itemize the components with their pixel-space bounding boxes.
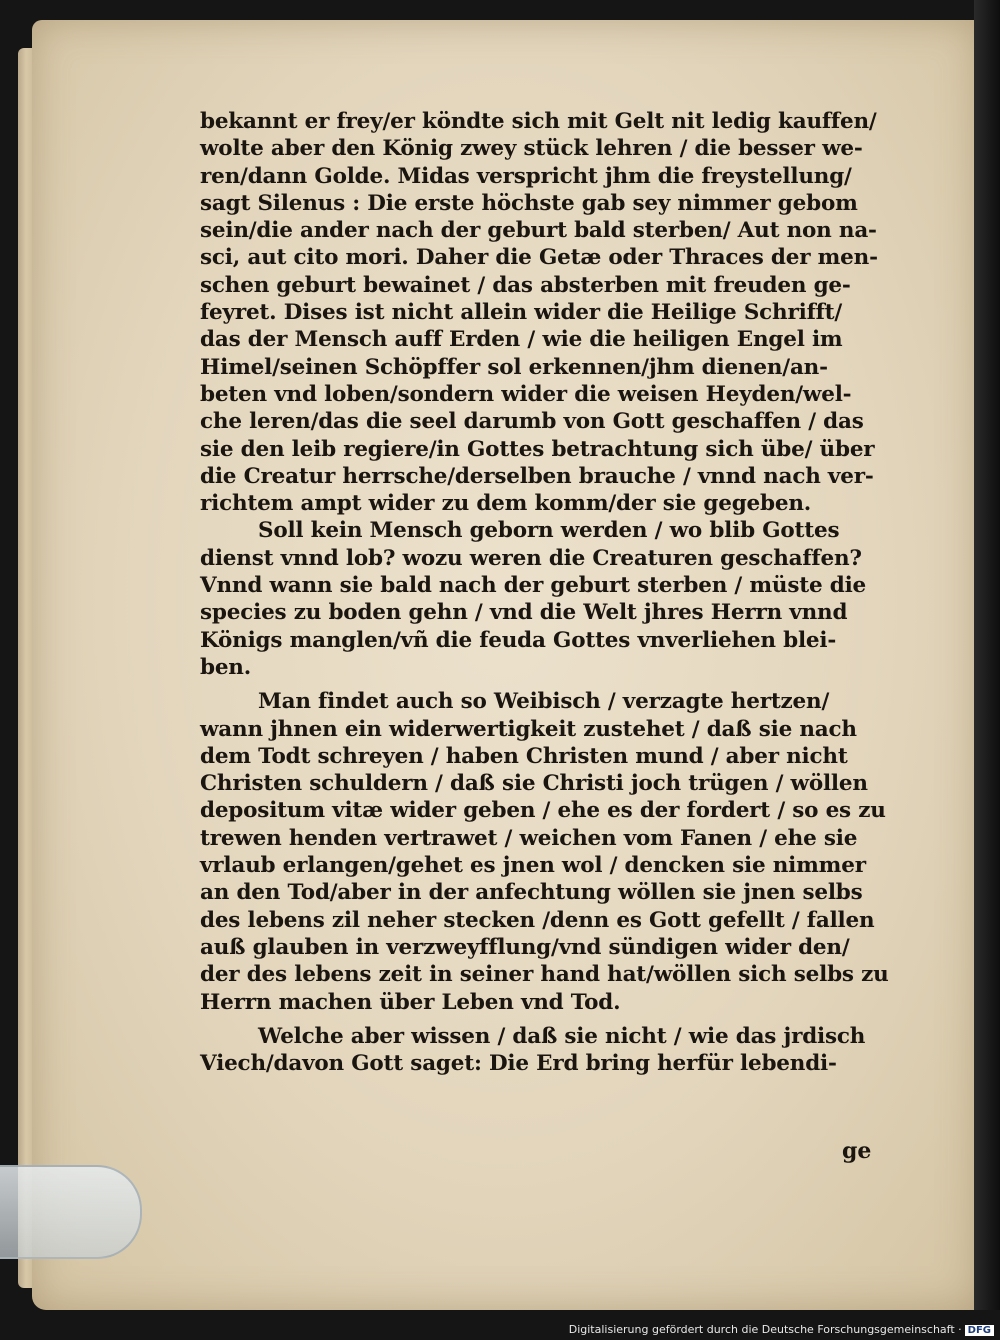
text-line: ben. (200, 654, 252, 680)
text-line: schen geburt bewainet / das absterben mit freuden ge- (200, 272, 851, 298)
dfg-logo: DFG (965, 1325, 994, 1336)
text-line: Königs manglen/vñ die feuda Gottes vnverliehen blei- (200, 627, 837, 653)
text-line: feyret. Dises ist nicht allein wider die Heilige Schrifft/ (200, 300, 843, 326)
paragraph-gap (200, 1016, 890, 1023)
text-line: wann jhnen ein widerwertigkeit zustehet / daß sie nach (200, 716, 857, 742)
text-line: ren/dann Golde. Midas verspricht jhm die freystellung/ (200, 163, 852, 189)
text-line: sein/die ander nach der geburt bald sterben/ Aut non na- (200, 218, 877, 244)
text-line: das der Mensch auff Erden / wie die heiligen Engel im (200, 327, 843, 353)
text-line: Viech/davon Gott saget: Die Erd bring herfür lebendi- (200, 1051, 837, 1077)
text-line: richtem ampt wider zu dem komm/der sie gegeben. (200, 491, 812, 517)
digitization-credit (569, 1323, 994, 1336)
paragraph-start-line: Man findet auch so Weibisch / verzagte hertzen/ (258, 689, 830, 715)
text-line: beten vnd loben/sondern wider die weisen Heyden/wel- (200, 381, 852, 407)
text-line: Himel/seinen Schöpffer sol erkennen/jhm dienen/an- (200, 354, 828, 380)
catchword: ge (842, 1138, 872, 1164)
text-line: Christen schuldern / daß sie Christi joch trügen / wöllen (200, 771, 868, 797)
text-line: vrlaub erlangen/gehet es jnen wol / dencken sie nimmer (200, 853, 866, 879)
text-line: dienst vnnd lob? wozu weren die Creaturen geschaffen? (200, 545, 862, 571)
text-line: che leren/das die seel darumb von Gott geschaffen / das (200, 409, 864, 435)
page-clip (0, 1165, 142, 1259)
text-line: trewen henden vertrawet / weichen vom Fanen / ehe sie (200, 825, 858, 851)
text-line: auß glauben in verzweyfflung/vnd sündigen wider den/ (200, 934, 850, 960)
book-spine-shadow (974, 0, 1000, 1310)
text-line: Vnnd wann sie bald nach der geburt sterben / müste die (200, 573, 867, 599)
text-line: sci, aut cito mori. Daher die Getæ oder Thraces der men- (200, 245, 878, 271)
text-line: des lebens zil neher stecken /denn es Gott gefellt / fallen (200, 907, 875, 933)
credit-text: Digitalisierung gefördert durch die Deutsche Forschungsgemeinschaft · (568, 1323, 962, 1336)
text-line: sagt Silenus : Die erste höchste gab sey nimmer gebom (200, 190, 858, 216)
text-line: sie den leib regiere/in Gottes betrachtung sich übe/ über (200, 436, 875, 462)
text-line: wolte aber den König zwey stück lehren / die besser we- (200, 136, 863, 162)
text-line: bekannt er frey/er köndte sich mit Gelt nit ledig kauffen/ (200, 109, 877, 134)
text-line: dem Todt schreyen / haben Christen mund / aber nicht (200, 743, 848, 769)
page-text (200, 108, 890, 1077)
text-line: der des lebens zeit in seiner hand hat/wöllen sich selbs zu (200, 962, 889, 988)
text-line: Herrn machen über Leben vnd Tod. (200, 989, 621, 1015)
text-line: species zu boden gehn / vnd die Welt jhres Herrn vnnd (200, 600, 848, 626)
text-line: depositum vitæ wider geben / ehe es der fordert / so es zu (200, 798, 886, 824)
text-line: an den Tod/aber in der anfechtung wöllen sie jnen selbs (200, 880, 863, 906)
paragraph-start-line: Welche aber wissen / daß sie nicht / wie das jrdisch (258, 1023, 866, 1049)
paragraph-gap (200, 681, 890, 688)
text-line: die Creatur herrsche/derselben brauche / vnnd nach ver- (200, 463, 874, 489)
paragraph-start-line: Soll kein Mensch geborn werden / wo blib Gottes (258, 518, 840, 544)
